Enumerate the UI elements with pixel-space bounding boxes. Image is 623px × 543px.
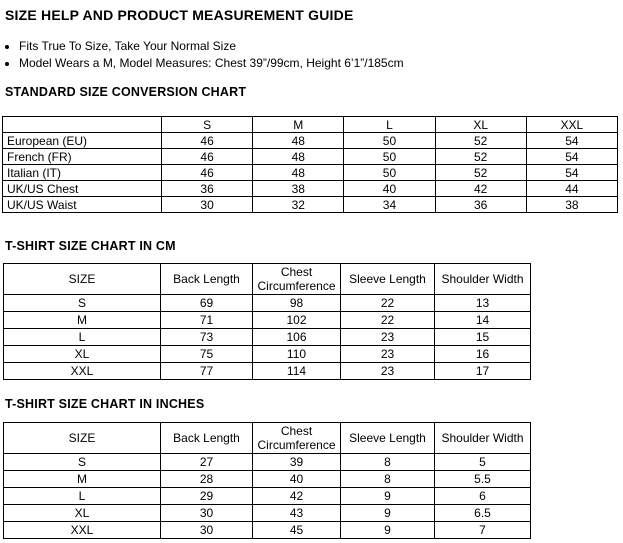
table-row xyxy=(4,454,531,471)
row-label-cell: L xyxy=(4,488,161,505)
value-cell: 40 xyxy=(344,181,435,197)
value-cell: 14 xyxy=(435,312,531,329)
value-cell: 30 xyxy=(161,505,253,522)
row-label-cell: XXL xyxy=(4,363,161,380)
value-cell: 73 xyxy=(161,329,253,346)
value-cell: 28 xyxy=(161,471,253,488)
value-cell: 16 xyxy=(435,346,531,363)
value-cell: 27 xyxy=(161,454,253,471)
value-cell: 75 xyxy=(161,346,253,363)
table-row xyxy=(4,329,531,346)
value-cell: 8 xyxy=(341,454,435,471)
row-label-cell: XL xyxy=(4,505,161,522)
value-cell: 30 xyxy=(161,522,253,539)
value-cell: 52 xyxy=(435,165,526,181)
value-cell: 44 xyxy=(526,181,617,197)
table-row xyxy=(4,505,531,522)
table-row xyxy=(4,346,531,363)
table-row xyxy=(4,295,531,312)
value-cell: 36 xyxy=(162,181,253,197)
value-cell: 6.5 xyxy=(435,505,531,522)
table-row xyxy=(4,471,531,488)
value-cell: 7 xyxy=(435,522,531,539)
table-row xyxy=(4,488,531,505)
row-label-cell: M xyxy=(4,471,161,488)
column-header: Sleeve Length xyxy=(341,423,435,454)
column-header: L xyxy=(344,117,435,133)
value-cell: 114 xyxy=(253,363,341,380)
value-cell: 50 xyxy=(344,165,435,181)
row-label-cell: UK/US Waist xyxy=(3,197,162,213)
value-cell: 29 xyxy=(161,488,253,505)
value-cell: 40 xyxy=(253,471,341,488)
table-row xyxy=(4,522,531,539)
value-cell: 102 xyxy=(253,312,341,329)
conversion-chart-heading: STANDARD SIZE CONVERSION CHART xyxy=(5,85,247,99)
value-cell: 38 xyxy=(253,181,344,197)
column-header: Sleeve Length xyxy=(341,264,435,295)
value-cell: 52 xyxy=(435,133,526,149)
inches-chart-heading: T-SHIRT SIZE CHART IN INCHES xyxy=(5,397,205,411)
column-header: M xyxy=(253,117,344,133)
value-cell: 36 xyxy=(435,197,526,213)
table-row xyxy=(4,312,531,329)
value-cell: 48 xyxy=(253,149,344,165)
row-label-cell: French (FR) xyxy=(3,149,162,165)
column-header: SIZE xyxy=(4,264,161,295)
row-label-cell: XXL xyxy=(4,522,161,539)
value-cell: 46 xyxy=(162,149,253,165)
table-row xyxy=(3,165,618,181)
row-label-cell: XL xyxy=(4,346,161,363)
column-header: Chest Circumference xyxy=(253,423,341,454)
value-cell: 13 xyxy=(435,295,531,312)
fit-notes-list xyxy=(19,38,623,72)
conversion-chart-table xyxy=(2,116,618,213)
value-cell: 6 xyxy=(435,488,531,505)
header-row xyxy=(3,117,618,133)
value-cell: 71 xyxy=(161,312,253,329)
value-cell: 22 xyxy=(341,295,435,312)
column-header: Back Length xyxy=(161,264,253,295)
value-cell: 46 xyxy=(162,133,253,149)
value-cell: 98 xyxy=(253,295,341,312)
value-cell: 23 xyxy=(341,346,435,363)
value-cell: 22 xyxy=(341,312,435,329)
value-cell: 52 xyxy=(435,149,526,165)
value-cell: 50 xyxy=(344,149,435,165)
inches-chart-table xyxy=(3,422,531,539)
row-label-cell: European (EU) xyxy=(3,133,162,149)
value-cell: 9 xyxy=(341,488,435,505)
row-label-cell: L xyxy=(4,329,161,346)
header-row xyxy=(4,264,531,295)
value-cell: 32 xyxy=(253,197,344,213)
table-row xyxy=(3,133,618,149)
value-cell: 69 xyxy=(161,295,253,312)
row-label-cell: S xyxy=(4,454,161,471)
row-label-cell: S xyxy=(4,295,161,312)
value-cell: 9 xyxy=(341,522,435,539)
value-cell: 48 xyxy=(253,165,344,181)
value-cell: 45 xyxy=(253,522,341,539)
column-header: Back Length xyxy=(161,423,253,454)
value-cell: 5.5 xyxy=(435,471,531,488)
value-cell: 5 xyxy=(435,454,531,471)
header-row xyxy=(4,423,531,454)
value-cell: 77 xyxy=(161,363,253,380)
value-cell: 43 xyxy=(253,505,341,522)
value-cell: 42 xyxy=(435,181,526,197)
value-cell: 39 xyxy=(253,454,341,471)
value-cell: 30 xyxy=(162,197,253,213)
page-title: SIZE HELP AND PRODUCT MEASUREMENT GUIDE xyxy=(5,7,354,23)
value-cell: 17 xyxy=(435,363,531,380)
column-header: XXL xyxy=(526,117,617,133)
column-header xyxy=(3,117,162,133)
cm-chart-heading: T-SHIRT SIZE CHART IN CM xyxy=(5,239,176,253)
value-cell: 15 xyxy=(435,329,531,346)
row-label-cell: M xyxy=(4,312,161,329)
value-cell: 110 xyxy=(253,346,341,363)
value-cell: 46 xyxy=(162,165,253,181)
value-cell: 42 xyxy=(253,488,341,505)
value-cell: 34 xyxy=(344,197,435,213)
column-header: Shoulder Width xyxy=(435,423,531,454)
table-row xyxy=(3,181,618,197)
value-cell: 23 xyxy=(341,363,435,380)
value-cell: 50 xyxy=(344,133,435,149)
value-cell: 23 xyxy=(341,329,435,346)
row-label-cell: Italian (IT) xyxy=(3,165,162,181)
value-cell: 54 xyxy=(526,133,617,149)
fit-note-item: • Model Wears a M, Model Measures: Chest 39”/99cm, Height 6’1”/185cm xyxy=(19,55,623,72)
column-header: S xyxy=(162,117,253,133)
value-cell: 106 xyxy=(253,329,341,346)
table-row xyxy=(3,149,618,165)
column-header: Shoulder Width xyxy=(435,264,531,295)
column-header: XL xyxy=(435,117,526,133)
value-cell: 9 xyxy=(341,505,435,522)
cm-chart-table xyxy=(3,263,531,380)
value-cell: 38 xyxy=(526,197,617,213)
value-cell: 54 xyxy=(526,165,617,181)
table-row xyxy=(3,197,618,213)
column-header: Chest Circumference xyxy=(253,264,341,295)
table-row xyxy=(4,363,531,380)
value-cell: 48 xyxy=(253,133,344,149)
fit-note-item: • Fits True To Size, Take Your Normal Size xyxy=(19,38,623,55)
value-cell: 8 xyxy=(341,471,435,488)
column-header: SIZE xyxy=(4,423,161,454)
value-cell: 54 xyxy=(526,149,617,165)
row-label-cell: UK/US Chest xyxy=(3,181,162,197)
